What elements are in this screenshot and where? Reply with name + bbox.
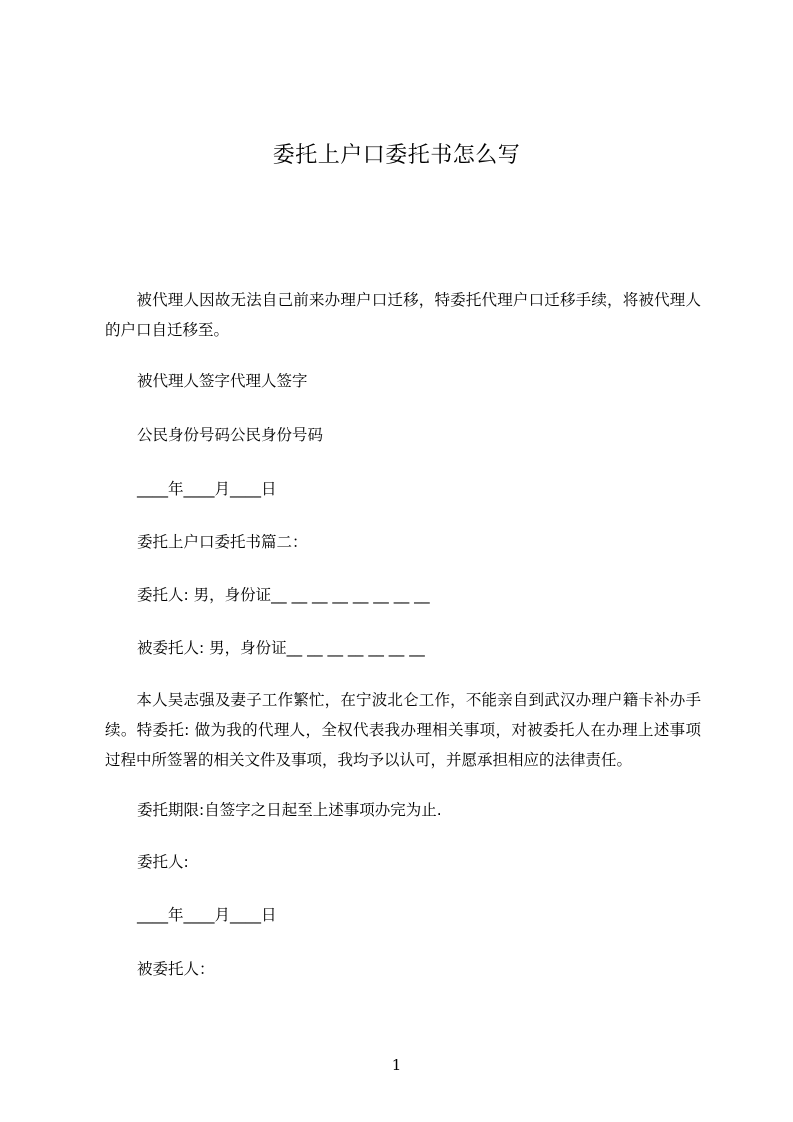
paragraph-principal-line: 委托人: 男，身份证__ __ __ __ __ __ __ __ — [137, 586, 430, 604]
paragraph-term-of-delegation: 委托期限:自签字之日起至上述事项办完为止. — [137, 801, 442, 819]
paragraph-section-two-heading: 委托上户口委托书篇二： — [137, 533, 308, 551]
paragraph-agent-line: 被委托人: 男，身份证__ __ __ __ __ __ __ — [137, 639, 425, 657]
paragraph-signature-line: 被代理人签字代理人签字 — [137, 372, 308, 390]
paragraph-authorization-body: 本人吴志强及妻子工作繁忙，在宁波北仑工作，不能亲自到武汉办理户籍卡补办手续。特委托: 做为我的代理人，全权代表我办理相关事项，对被委托人在办理上述事项过程中所签署的相关文件及事项，我均予以认可，并愿承担相应的法律责任。 — [105, 691, 701, 769]
document-title: 委托上户口委托书怎么写 — [272, 143, 521, 168]
paragraph-principal-signature: 委托人: — [137, 853, 189, 871]
paragraph-agent-signature: 被委托人： — [137, 960, 215, 978]
paragraph-delegation-intro: 被代理人因故无法自己前来办理户口迁移，特委托代理户口迁移手续，将被代理人的户口自迁移至。 — [105, 291, 701, 339]
page-number: 1 — [391, 1056, 402, 1074]
paragraph-date-line-1: ____年____月____日 — [137, 480, 277, 498]
paragraph-id-number-line: 公民身份号码公民身份号码 — [137, 426, 324, 444]
paragraph-date-line-2: ____年____月____日 — [137, 906, 277, 924]
